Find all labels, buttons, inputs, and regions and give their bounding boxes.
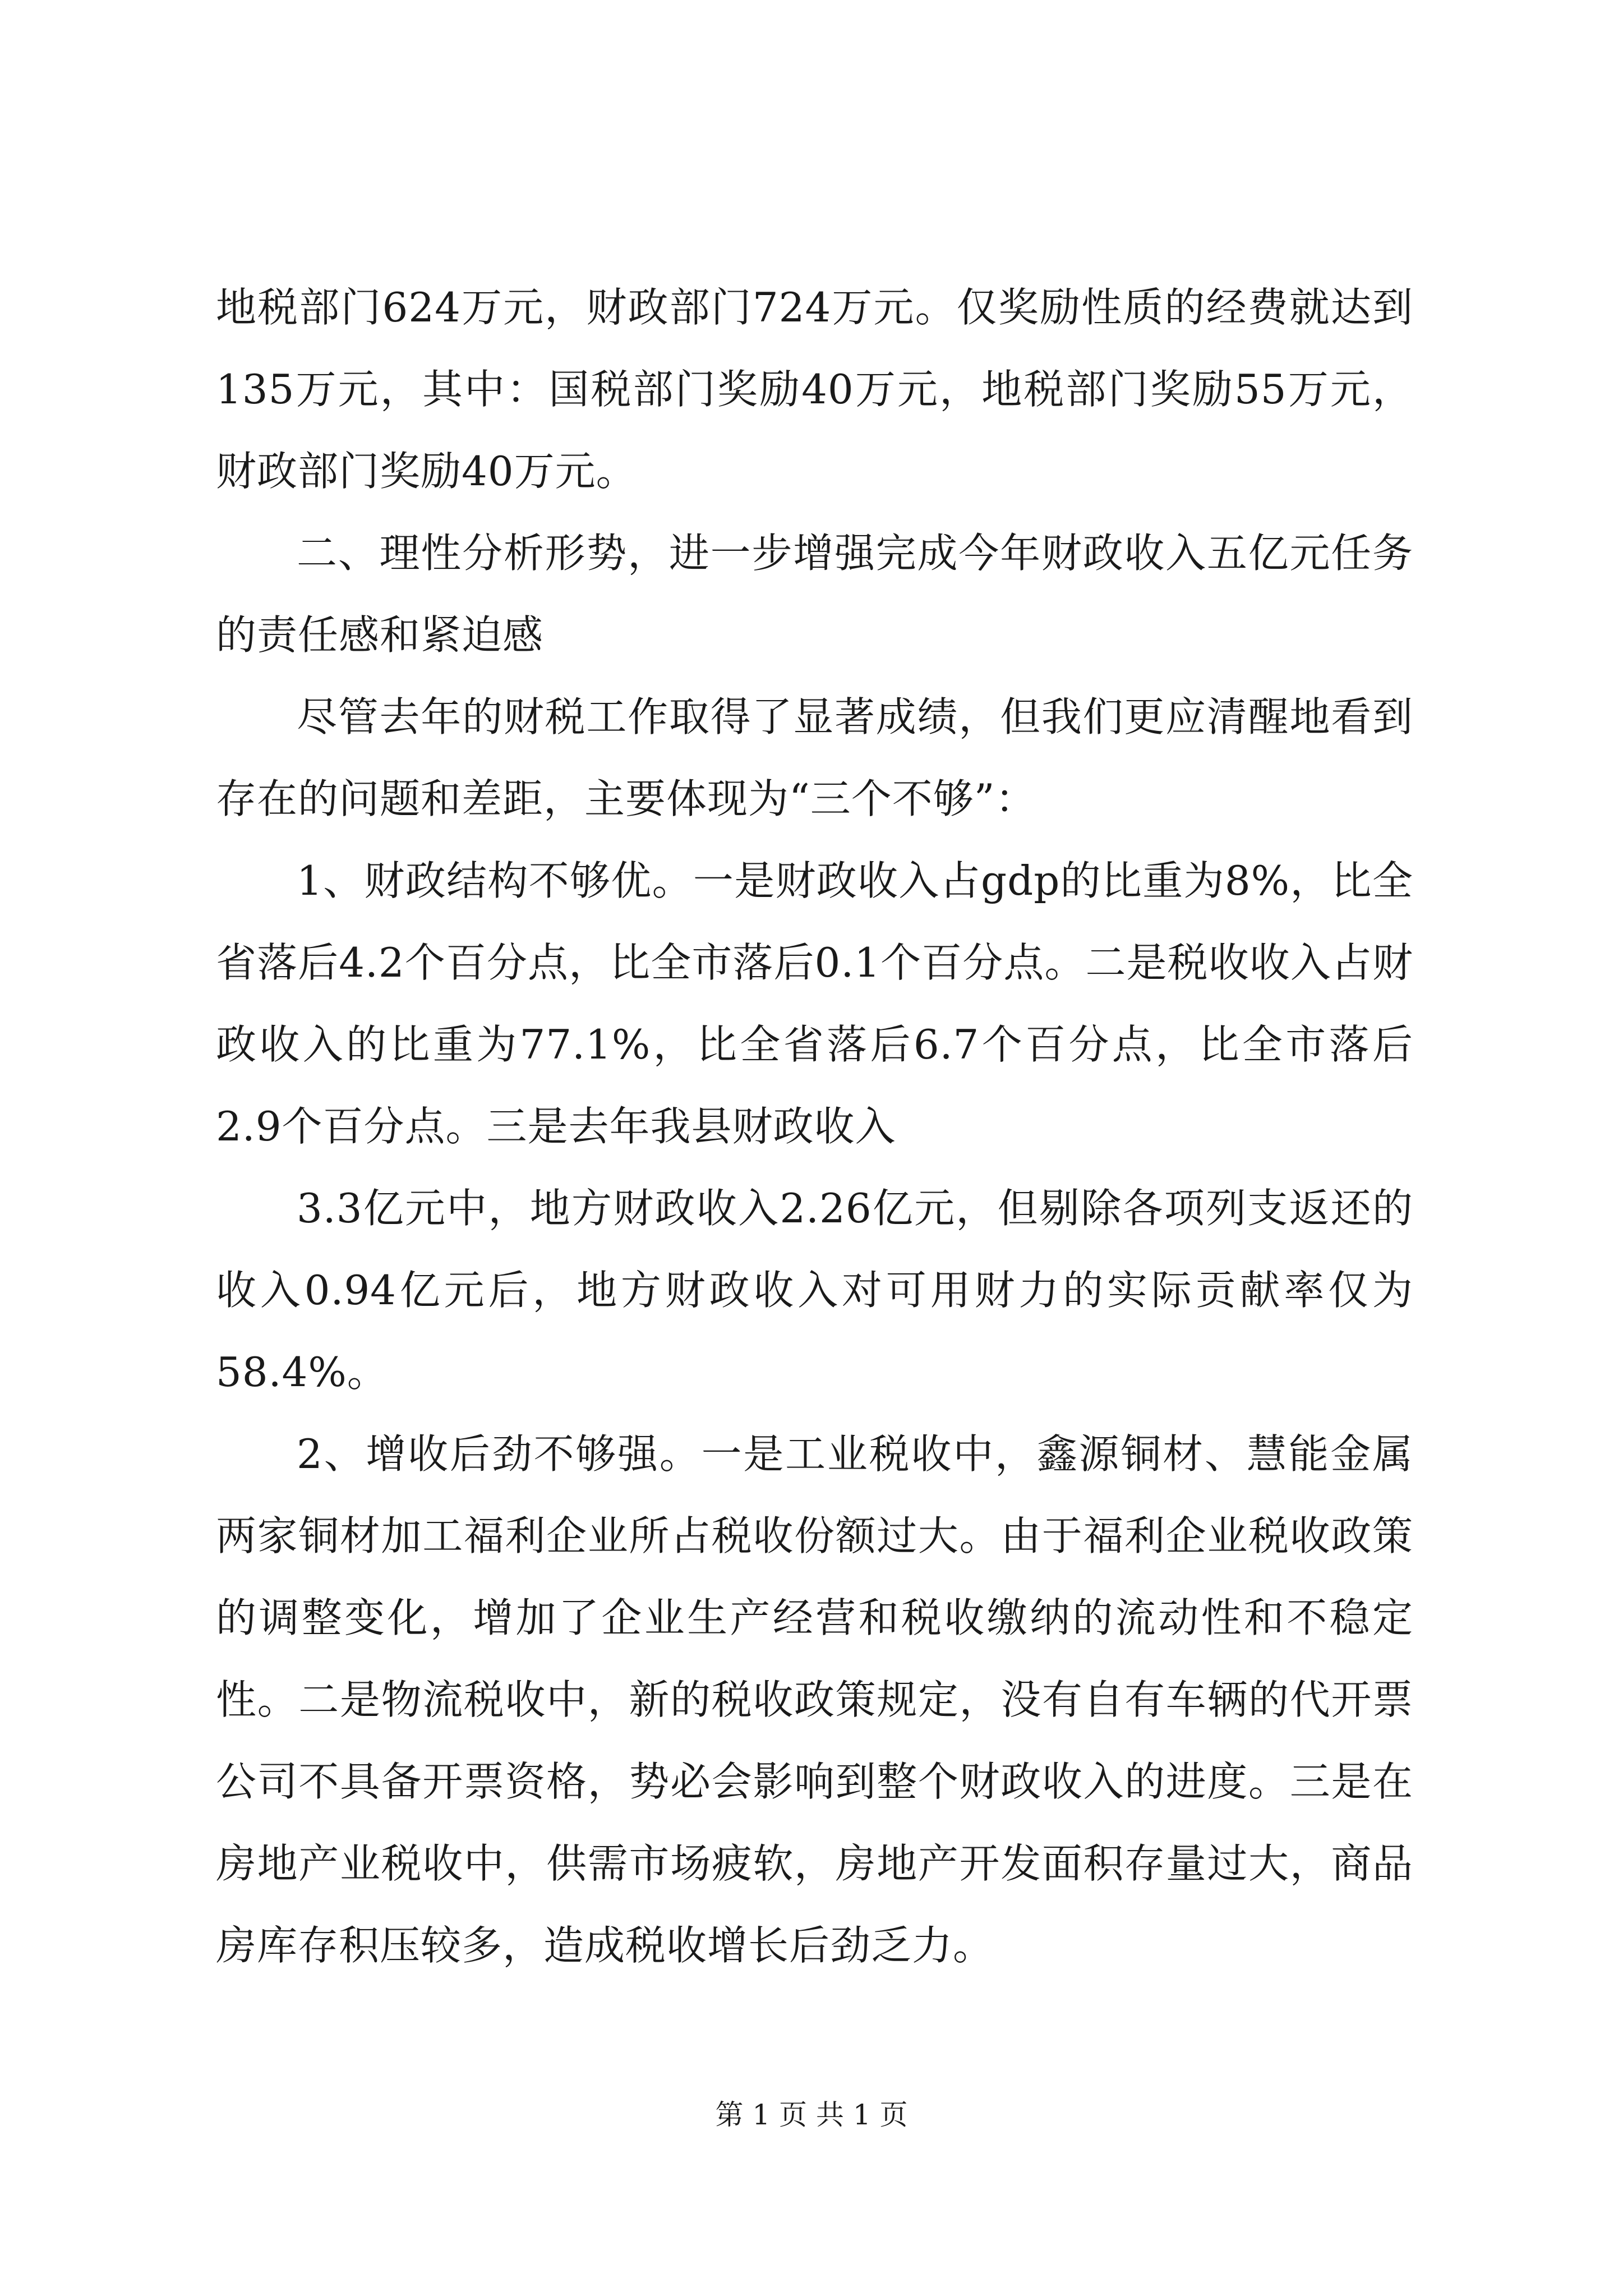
document-body	[216, 266, 1413, 1986]
paragraph-fiscal-structure: 1、财政结构不够优。一是财政收入占gdp的比重为8%，比全省落后4.2个百分点，比全市落后0.1个百分点。二是税收收入占财政收入的比重为77.1%，比全省落后6.7个百分点，比全市落后2.9个百分点。三是去年我县财政收入	[216, 857, 1413, 1150]
paragraph-funding-summary: 地税部门624万元，财政部门724万元。仅奖励性质的经费就达到135万元，其中：国税部门奖励40万元，地税部门奖励55万元，财政部门奖励40万元。	[216, 284, 1413, 495]
paragraph-local-revenue: 3.3亿元中，地方财政收入2.26亿元，但剔除各项列支返还的收入0.94亿元后，地方财政收入对可用财力的实际贡献率仅为58.4%。	[216, 1185, 1413, 1396]
page-number-footer: 第 1 页 共 1 页	[715, 2099, 908, 2131]
section-heading-two: 二、理性分析形势，进一步增强完成今年财政收入五亿元任务的责任感和紧迫感	[216, 530, 1413, 659]
paragraph-problems-intro: 尽管去年的财税工作取得了显著成绩，但我们更应清醒地看到存在的问题和差距，主要体现为“三个不够”：	[216, 693, 1413, 822]
paragraph-growth-momentum: 2、增收后劲不够强。一是工业税收中，鑫源铜材、慧能金属两家铜材加工福利企业所占税收份额过大。由于福利企业税收政策的调整变化，增加了企业生产经营和税收缴纳的流动性和不稳定性。二是物流税收中，新的税收政策规定，没有自有车辆的代开票公司不具备开票资格，势必会影响到整个财政收入的进度。三是在房地产业税收中，供需市场疲软，房地产开发面积存量过大，商品房库存积压较多，造成税收增长后劲乏力。	[216, 1430, 1413, 1969]
